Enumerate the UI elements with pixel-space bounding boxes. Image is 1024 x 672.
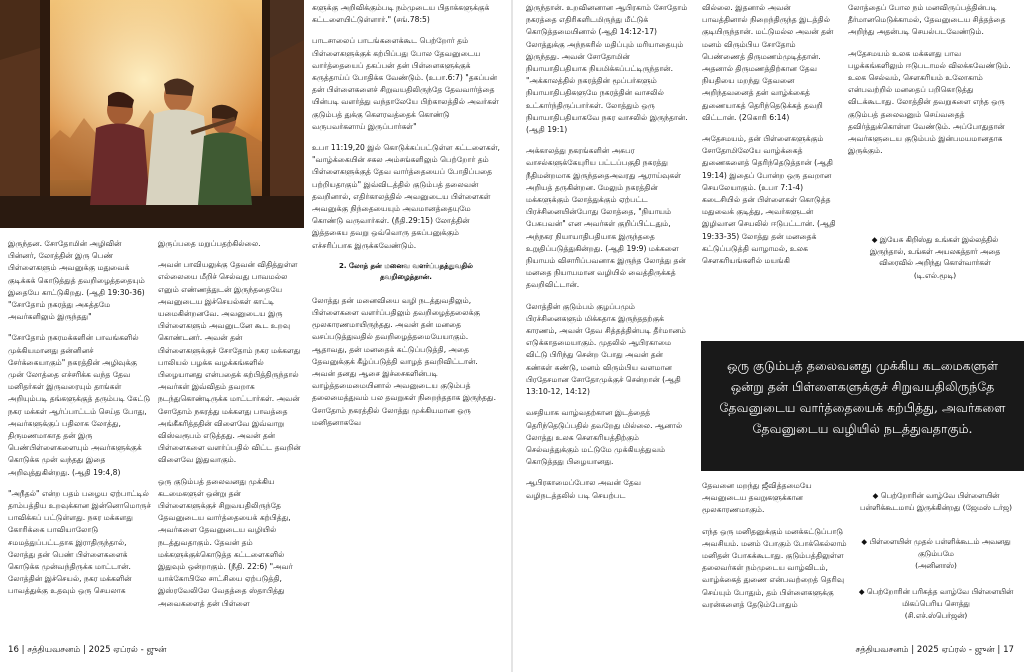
paragraph: அதேசமயம் உலக மக்களது பாவ பழக்கங்களிலும் ஈடுபடாமல் விலக்கவேண்டும். உலக செல்வம், சௌகரியம் உலோகாம் என்பவற்றில் மனதைப் பறிகொடுத்து விடக்கூடாது. லோத்தின் தவறுகளை எந்த ஒரு குடும்பத் தலைவனும் செய்வதைத் தவிர்த்துக்கொள்ள வேண்டும். அப்போதுதான் அவர்களுடைய குடும்பம் இன்பமயமானதாக இருக்கும்.	[848, 48, 1011, 156]
left-footer	[8, 645, 166, 656]
paragraph: ஒரு குடும்பத் தலைவனது முக்கிய கடமைகளுள் ஒன்று தன் பிள்ளைகளுக்குச் சிறுவயதிலிருந்தே தேவனுடைய வார்த்தையைக் கற்பித்து, அவர்களை தேவனுடைய வழியில் நடத்துவதாகும். தேவன் தம் மக்களுக்குக்கொடுத்த கட்டளைகளில் இதுவும் ஒன்றாகும். (நீதி. 22:6) "அவர் யாக்கோபிலே சாட்சியை ஏற்படுத்தி, இஸ்ரவேலிலே வேதத்தை ஸ்தாபித்து அவைகளைத் தன் பிள்ளை	[158, 476, 293, 608]
diamond-bullet-icon: ◆	[872, 491, 879, 500]
paragraph: லோத்தின் குடும்பம் குழப்பமும் பிரச்சினைகளும் மிக்கதாக இருந்ததற்குக் காரணம், அவன் தேவ சித்தத்தின்படி தீர்மானம் எடுக்காதமையாகும். முதலில் ஆபிரகாமை விட்டு பிரிந்து சென்ற போது அவன் தன் கண்கள் கண்டு, மனம் விரும்பிய வளமான பிரதேசமான சோதோமுக்குச் சென்றான் (ஆதி 13:10-12, 14:12)	[526, 301, 686, 397]
paragraph: இருந்தான். உறவினனான ஆபிரகாம் சோதோம் நகரத்தை எதிரிகளிடமிருந்து மீட்டுக் கொடுத்தமையினால் (ஆதி 14:12-17) லோத்துக்கு அந்நகரில் மதிப்பும் மரியாதையும் இருந்தது. அவன் சோதோமின் நியாயாதிபதியாக நியமிக்கப்பட்டிருந்தான். "அக்காலத்தில் நகரத்தின் மூப்பர்களும் நியாயாதிபதிகளுமே நகரத்தின் வாசலில் உட்கார்ந்திருப்பார்கள். லோத்தும் ஒரு நியாயாதிபதியாகவே நகர வாசலில் இருந்தான். (ஆதி 19:1)	[526, 3, 688, 135]
paragraph: பாடசாலைப் பாடங்களைக்கூட பெற்றோர் தம் பிள்ளைகளுக்குக் கற்பிப்பது போல தேவனுடைய வார்த்தையைப் தகப்பன் தன் பிள்ளைகளுக்குக் கருத்தாய்ப் போதிக்க வேண்டும். (உபா.6:7) "தகப்பன் தன் பிள்ளைகளைச் சிறுவயதிலிருந்தே தேவவார்த்தை யின்படி வளர்த்து வந்தாலேயே பிற்காலத்தில் அவர்கள் குடும்பத் துக்கு கௌரவத்தைக் கொண்டு வருபவர்களாய் இருப்பார்கள்"	[312, 36, 499, 131]
paragraph: தேவனை மறந்து ஜீவித்தமையே அவனுடைய தவறுகளுக்கான மூலகாரணமாகும்.	[702, 481, 812, 515]
paragraph: வசதியாக வாழ்வதற்கான இடத்தைத் தெரிந்தெடுப்பதில் தவறேது மில்லை. ஆனால் லோத்து உலக சௌகரியத்திற்கும் செல்வத்துக்கும் மட்டுமே முக்கியத்துவம் கொடுத்தது பிழையானது.	[526, 408, 683, 467]
paragraph: வில்லை. இதனால் அவன் பாவத்தினால் நிறைந்திருந்த இடத்தில் குடியிருந்தான். மட்டுமல்ல அவன் தன் மனம் விரும்பிய சோதோம் பெண்ணைத் திருமணம்முடித்தான். அதனால் திருமணத்திற்கான தேவ நியதியை மறந்து தேவனை அறிந்தவனைத் தன் வாழ்க்கைத் துணையாகத் தெரிந்தெடுக்கத் தவறி விட்டான். (2கொரி 6:14)	[702, 3, 834, 122]
illustration-svg	[0, 0, 304, 228]
magazine-name-issue: சத்தியவசனம் | 2025 ஏப்ரல் - ஜுன்	[27, 645, 167, 655]
quote-aninas	[858, 536, 1014, 572]
page-number: 17	[1003, 645, 1014, 655]
right-footer	[856, 645, 1014, 656]
quote-text: பெற்றோரின் பரிசுத்த வாழ்வே பிள்ளையின் மிகப்பெரிய சொத்து	[866, 587, 1014, 608]
page-number: 16	[8, 645, 19, 655]
paragraph: எந்த ஒரு மனிதனுக்கும் மனக்கட்டுப்பாடு அவசியம். மனம் போகும் போக்கெல்லாம் மனிதன் போகக்கூடாது. குடும்பத்திலுள்ள தலைவர்கள் நம்முடைய வாழ்விடம், வாழ்க்கைத் துணை என்பவற்றைத் தெரிவு செய்யும் போதும், தம் பிள்ளைகளுக்கு வரன்களைத் தேடும்போதும்	[702, 526, 847, 609]
quote-source: (டி.எல்.மூடி)	[913, 270, 957, 280]
quote-text: பிள்ளையின் முதல் பள்ளிக்கூடம் அவனது குடும்பமே	[869, 537, 1011, 558]
page-gutter	[511, 0, 513, 672]
paragraph: அவன் பாவியலுக்கு தேவன் விதித்துள்ள எல்லையை மீறிச் செல்வது பாவமல்ல எனும் எண்ணத்துடன் இருந்ததையே அவனுடைய இச்செயல்கள் காட்டி யமைகின்றனவே. அவனுடைய இரு பிள்ளைகளும் அவனுடனே கூட உறவு கொண்டனர். அவன் தன் பிள்ளைகளுக்குச் சோதோம் நகர மக்களது பாலியல் பழக்க வழக்கங்களில் பிழையானது என்பதைக் கற்பித்திருந்தால் அவர்கள் இவ்விதம் தவறாக நடந்துகொண்டிருக்க மாட்டார்கள். அவன் சோதோம் நகரத்து மக்களது பாவத்தை அங்கீகரித்ததின் விளைவே இவ்வாறு விஸ்வரூபம் எடுத்தது. அவன் தன் பிள்ளைகளை வளர்ப்பதில் விட்ட தவறின் விளைவே இதுவாகும்.	[158, 260, 301, 465]
footer-separator: |	[997, 645, 1004, 655]
quote-source: (சி.எச்.ஸ்பெர்ஜன்)	[904, 611, 968, 620]
paragraph: "அநீதல்" என்ற பதம் பழைய ஏற்பாட்டில் தாம்பத்திய உறவுக்கான இன்னொமொருச் பாவிக்கப் பட்டுள்ளது. நகர மக்களது கோரிக்கை பாவியாலோடு சமமத்துப்பட்டதாக இராதிருந்தால், லோத்து தன் பெண் பிள்ளைகளைக் கொடுக்க முன்வந்திருக்க மாட்டான். லோத்தின் இச்செயல், நகர மக்களின் பாவத்துக்கு உதவும் ஒரு செயலாக	[8, 488, 151, 596]
paragraph: அதேசமயம், தன் பிள்ளைகளுக்கும் சோதோமிலேயே வாழ்க்கைத் துணைகளைத் தெரிந்தெடுத்தான் (ஆதி 19:14) இதைப் போன்ற ஒரு தவறான செயலேயாகும். (உபா 7:1-4) கடைசியில் தன் பிள்ளைகள் கொடுத்த மதுவைக் குடித்து, அவர்களுடன் இழிவான செயலில் ஈடுபட்டான். (ஆதி 19:33-35) லோத்து தன் மனதைக் கட்டுப்படுத்தி வாழாமல், உலக சௌகரியங்களில் மயங்கி	[702, 134, 836, 266]
paragraph: இருந்தன. சோதோமின் அழிவின் பின்னர், லோத்தின் இரு பெண் பிள்ளைகளும் அவனுக்கு மதுவைக் குடிக்கக் கொடுத்துத் தவறிழைத்ததையும் இதையே காட்டுகிறது. (ஆதி 19:30-36) "சோதோம் நகரத்து அசுத்தமே அவர்களிலும் இருந்தது"	[8, 239, 145, 322]
quote-moody	[856, 234, 1014, 281]
paragraph: லோத்தைப் போல நம் மனவிருப்பத்தின்படி தீர்மானமெடுக்காமல், தேவனுடைய சித்தத்தை அறிந்து அதன்படி செயல்படவேண்டும்.	[848, 3, 1006, 37]
quote-source: (அனினாஸ்)	[915, 561, 957, 570]
quote-text: இயேசு கிறிஸ்து உங்கள் இல்லத்தில் இருந்தால், உங்கள் அயலகத்தார் அதை விரைவில் அறிந்து கொள்வார்கள்	[869, 235, 1001, 267]
magazine-name-issue: சத்தியவசனம் | 2025 ஏப்ரல் - ஜுன்	[855, 645, 995, 655]
paragraph: அக்காலத்து நகரங்களின் அசுபர வாசல்களுக்கேயுரிய பட்டப்பகுதி நகரத்து நீதிமன்றமாக இருந்ததைஅவரது ஆராய்வுகள் அறியத் தருகின்றன. மேலும் நகரத்தின் மக்களுக்கும் லோத்துக்கும் ஏற்பட்ட பிரச்சினையின்போது லோத்தை, "நியாயம் பேசுபவன்" என அவர்கள் குறிப்பிட்டதும், அந்நகர நியாயாதிபதியாக இருந்ததை உறுதிப்படுத்துகின்றது. (ஆதி 19:9) மக்களை நியாயம் விசாரிப்பவனாக இருந்த லோத்து தன் மனதை நியாயமான வழியில் வைத்திருக்கத் தவறிவிட்டான்.	[526, 146, 686, 290]
paragraph: "சோதோம் நகரமக்களின் பாவங்களில் முக்கியமானது தன்னினச் சேர்க்கையாகும்" நகரத்தின் அழிவுக்கு முன் லோத்தை எச்சரிக்க வந்த தேவ மனிதர்கள் இருவரையும் தாங்கள் அறியும்படி தங்களுக்குத் தரும்படி கேட்டு நகர மக்கள் ஆர்ப்பாட்டம் செய்த போது, அவர்களுக்குப் பதிலாக லோத்து, திருமணமாகாத தன் இரு பெண்பிள்ளைகளையும் அவர்களுக்குக் கொடுக்க முன் வந்தது இதை அறிவுத்துகின்றது. (ஆதி 19:4,8)	[8, 333, 151, 477]
left-column-3	[312, 2, 500, 638]
paragraph: களுக்கு அறிவிக்கும்படி நம்முடைய பிதாக்களுக்குக் கட்டளையிட்டுள்ளார்." (சங்.78:5)	[312, 3, 490, 25]
paragraph: இருப்பதை மறுப்பதற்கில்லை.	[158, 239, 261, 248]
quote-james	[858, 490, 1014, 513]
quote-spurgeon	[858, 586, 1014, 622]
diamond-bullet-icon: ◆	[861, 537, 868, 546]
diamond-bullet-icon: ◆	[858, 587, 865, 596]
section-subheading: 2. லோத் தன் மனைவ வளர்ப்பதத்துவதில் தவறிழைத்தான்.	[339, 261, 473, 281]
paragraph: உபா 11:19,20 இல் கொடுக்கப்பட்டுள்ள கட்டளைகள், "வாழ்க்கையின் சகல அம்சங்களிலும் பெற்றோர் தம் பிள்ளைகளுக்குத் தேவ வார்த்தையைப் போதிப்பதை பற்றியதாகும்" இவ்விடத்தில் குடும்பத் தலைவன் தவறினால், எதிர்காலத்தில் அவனுடைய பிள்ளைகள் அவனுக்கு நிந்தையையும் அவமானத்தையுமே கொண்டு வருவார்கள். (நீதி.29:15) லோத்தின் இத்தகைய தவறு ஒவ்வொரு தகப்பனுக்கும் எச்சரிப்பாக இருக்கவேண்டும்.	[312, 143, 500, 250]
pull-quote-text: ஒரு குடும்பத் தலைவனது முக்கிய கடமைகளுள் ஒன்று தன் பிள்ளைகளுக்குச் சிறுவயதிலிருந்தே தேவனுடைய வார்த்தையைக் கற்பித்து, அவர்களை தேவனுடைய வழியில் நடத்துவதாகும்.	[719, 358, 1006, 436]
diamond-bullet-icon: ◆	[871, 235, 878, 244]
right-column-4	[702, 480, 847, 638]
right-column-2	[702, 2, 838, 334]
lot-family-illustration	[0, 0, 304, 228]
right-column-1	[526, 2, 691, 638]
left-column-1	[8, 238, 151, 638]
left-column-2	[158, 238, 301, 638]
pull-quote	[701, 341, 1024, 471]
quote-text: பெற்றோரின் வாழ்வே பிள்ளையின் பள்ளிக்கூடமாய் இருக்கின்றது (ஜேமஸ் டர்ஜ)	[860, 491, 1012, 512]
paragraph: ஆபிரகாமைப்போல அவன் தேவ வழிநடத்தலில் படி செயற்பட	[526, 478, 642, 500]
right-column-3	[848, 2, 1018, 198]
footer-separator: |	[21, 645, 28, 655]
paragraph: லோத்து தன் மனைவியை வழி நடத்துவதிலும், பிள்ளைகளை வளர்ப்பதிலும் தவறிழைத்தலைக்கு மூலகாரணமாயிருந்தது. அவன் தன் மனதை வசப்படுத்துவதில் தவறிழைத்தமையேயாகும். ஆதாவது, தன் மனதைக் கட்டுப்படுத்தி, அதை தேவனுக்குக் கீழ்ப்படுத்தி வாழத் தவறிவிட்டான். அவன் தனது ஆசை இச்சைகளின்படி வாழ்த்தமைமையினால் அவனுடைய குடும்பத் தலைமைத்துவம் பல தவறுகள் நிறைந்ததாக இருந்தது. சோதோம் நகரத்தில் லோத்து முக்கியமான ஒரு மனிதனாகவே	[312, 295, 496, 427]
